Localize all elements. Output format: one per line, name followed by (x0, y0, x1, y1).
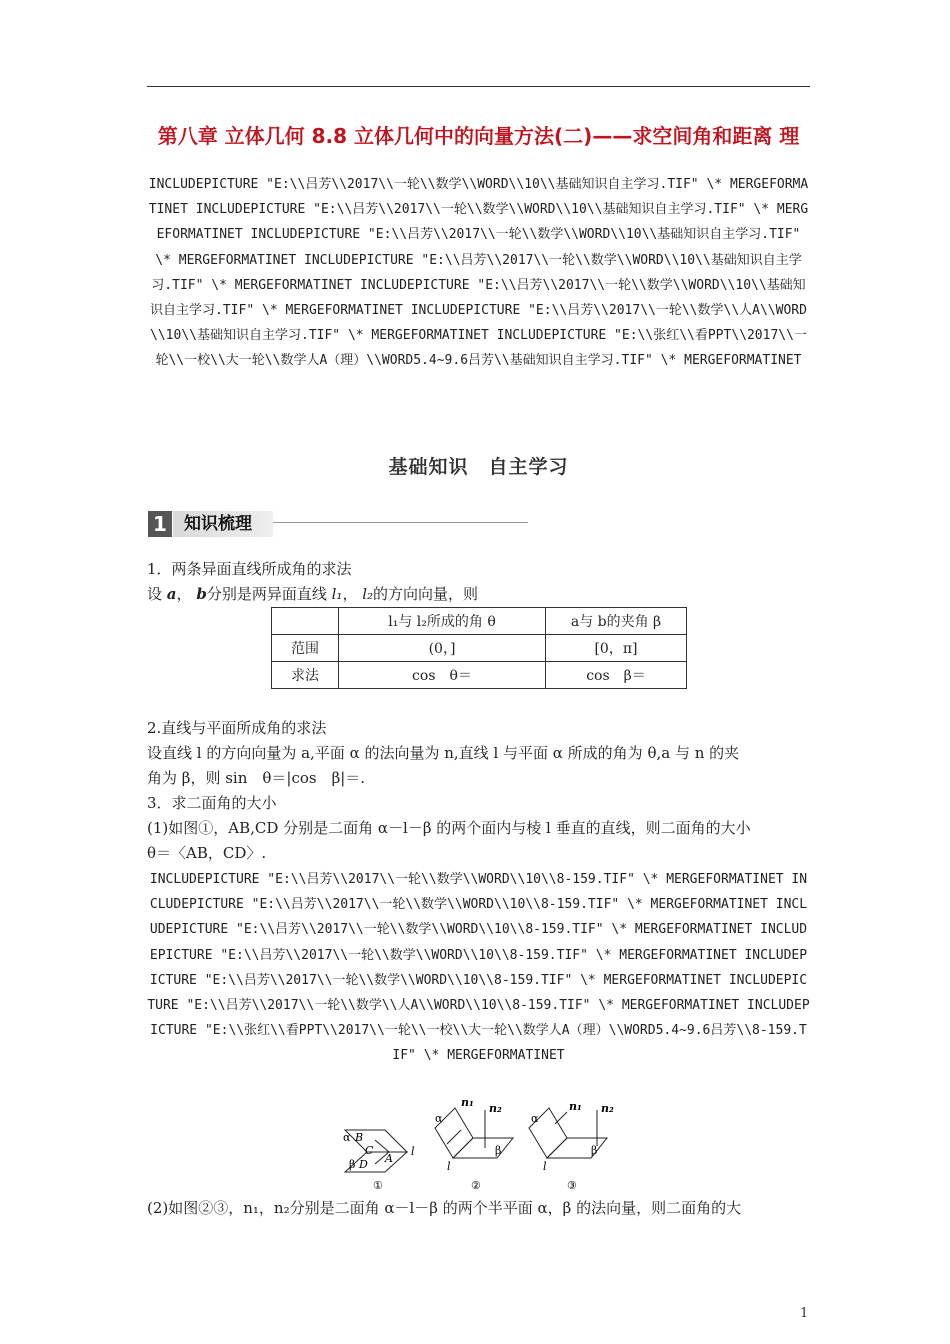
fig3-l: l (543, 1160, 547, 1173)
item3-2-line: (2)如图②③，n₁，n₂分别是二面角 α－l－β 的两个半平面 α，β 的法向量，则二面角的大 (147, 1199, 742, 1217)
fig2-n2: n₂ (489, 1102, 502, 1115)
knowledge-header-label: 知识梳理 (184, 514, 252, 534)
fig1-D: D (359, 1158, 368, 1171)
item2-line2: 角为 β，则 sin θ＝|cos β|＝. (147, 769, 366, 787)
item3-line1: (1)如图①，AB,CD 分别是二面角 α－l－β 的两个面内与棱 l 垂直的直线，则二面角的大小 (147, 819, 751, 837)
item3-heading: 3．求二面角的大小 (147, 794, 277, 812)
table-cell: cos θ＝ (339, 662, 546, 689)
fig1-B: B (355, 1131, 364, 1144)
item3-line2: θ＝〈AB，CD〉. (147, 844, 267, 862)
knowledge-header-line (273, 522, 528, 523)
item2-line1: 设直线 l 的方向向量为 a,平面 α 的法向量为 n,直线 l 与平面 α 所成的角为 θ,a 与 n 的夹 (147, 744, 740, 762)
header-rule (147, 86, 810, 87)
field-code-block: INCLUDEPICTURE "E:\\吕芳\\2017\\一轮\\数学\\WORD\\10\\基础知识自主学习.TIF" \* MERGEFORMATINET INCLUDEPICTURE "E:\\吕芳\\2017\\一轮\\数学\\WORD\\10\\基础知识自主学习.TIF" \* MERGEFORMATINET INCLUDEPICTURE "E:\\吕芳\\2017\\一轮\\数学\\WORD\\10\\基础知识自主学习.TIF" \* MERGEFORMATINET INCLUDEPICTURE "E:\\吕芳\\2017\\一轮\\数学\\WORD\\10\\基础知识自主学习.TIF" \* MERGEFORMATINET INCLUDEPICTURE "E:\\吕芳\\2017\\一轮\\数学\\WORD\\10\\基础知识自主学习.TIF" \* MERGEFORMATINET INCLUDEPICTURE "E:\\吕芳\\2017\\一轮\\数学\\人A\\WORD\\10\\基础知识自主学习.TIF" \* MERGEFORMATINET INCLUDEPICTURE "E:\\张红\\看PPT\\2017\\一轮\\一校\\大一轮\\数学人A（理）\\WORD5.4~9.6吕芳\\基础知识自主学习.TIF" \* MERGEFORMATINET (148, 177, 809, 369)
table-cell: cos β＝ (546, 662, 687, 689)
table-cell: (0，] (339, 635, 546, 662)
fig3-n1: n₁ (569, 1100, 582, 1113)
fig1-caption: ① (373, 1179, 383, 1192)
field-code-block-2: INCLUDEPICTURE "E:\\吕芳\\2017\\一轮\\数学\\WORD\\10\\8-159.TIF" \* MERGEFORMATINET INCLUDEPICTURE "E:\\吕芳\\2017\\一轮\\数学\\WORD\\10\\8-159.TIF" \* MERGEFORMATINET INCLUDEPICTURE "E:\\吕芳\\2017\\一轮\\数学\\WORD\\10\\8-159.TIF" \* MERGEFORMATINET INCLUDEPICTURE "E:\\吕芳\\2017\\一轮\\数学\\WORD\\10\\8-159.TIF" \* MERGEFORMATINET INCLUDEPICTURE "E:\\吕芳\\2017\\一轮\\数学\\WORD\\10\\8-159.TIF" \* MERGEFORMATINET INCLUDEPICTURE "E:\\吕芳\\2017\\一轮\\数学\\人A\\WORD\\10\\8-159.TIF" \* MERGEFORMATINET INCLUDEPICTURE "E:\\张红\\看PPT\\2017\\一轮\\一校\\大一轮\\数学人A（理）\\WORD5.4~9.6吕芳\\8-159.TIF" \* MERGEFORMATINET (147, 872, 810, 1064)
table-cell: a与 b的夹角 β (546, 608, 687, 635)
document-title: 第八章 立体几何 8.8 立体几何中的向量方法(二)——求空间角和距离 理 (157, 124, 800, 148)
table-cell (272, 608, 339, 635)
table-cell: l₁与 l₂所成的角 θ (339, 608, 546, 635)
item1-intro-mid: 分别是两异面直线 (206, 585, 327, 603)
table-cell: 范围 (272, 635, 339, 662)
item1-intro-prefix: 设 (147, 585, 163, 603)
item1-vector-b: b (196, 585, 207, 603)
fig2-beta: β (495, 1144, 502, 1157)
dihedral-angle-figure (335, 1100, 625, 1192)
fig1-A: A (385, 1152, 393, 1165)
item1-intro (147, 582, 810, 607)
fig1-C: C (365, 1144, 374, 1157)
knowledge-number-badge: 1 (148, 511, 172, 537)
fig1-l: l (411, 1145, 415, 1158)
item2-heading: 2.直线与平面所成角的求法 (147, 719, 327, 737)
item1-sep1: ， (176, 585, 192, 603)
table-row (272, 662, 687, 689)
fig3-n2: n₂ (601, 1102, 614, 1115)
fig2-alpha: α (435, 1112, 443, 1125)
fig3-caption: ③ (567, 1179, 577, 1192)
fig3-alpha: α (531, 1112, 539, 1125)
fig1-beta: β (349, 1158, 356, 1171)
item1-sep2: ， (342, 585, 358, 603)
fig2-n1: n₁ (461, 1100, 474, 1109)
item1-l1: l₁ (331, 585, 343, 603)
section-title: 基础知识 自主学习 (388, 456, 569, 478)
item1-vector-a: a (166, 585, 177, 603)
fig3-beta: β (591, 1144, 598, 1157)
fig1-alpha: α (343, 1131, 351, 1144)
fig2-l: l (447, 1160, 451, 1173)
item1-intro-suffix: 的方向向量，则 (373, 585, 479, 603)
table-header-row (272, 608, 687, 635)
table-row (272, 635, 687, 662)
angle-table (271, 607, 687, 689)
page-number: 1 (800, 1306, 809, 1321)
item1-heading: 1．两条异面直线所成角的求法 (147, 560, 352, 578)
item1-l2: l₂ (362, 585, 374, 603)
table-cell: [0，π] (546, 635, 687, 662)
fig2-caption: ② (471, 1179, 481, 1192)
table-cell: 求法 (272, 662, 339, 689)
